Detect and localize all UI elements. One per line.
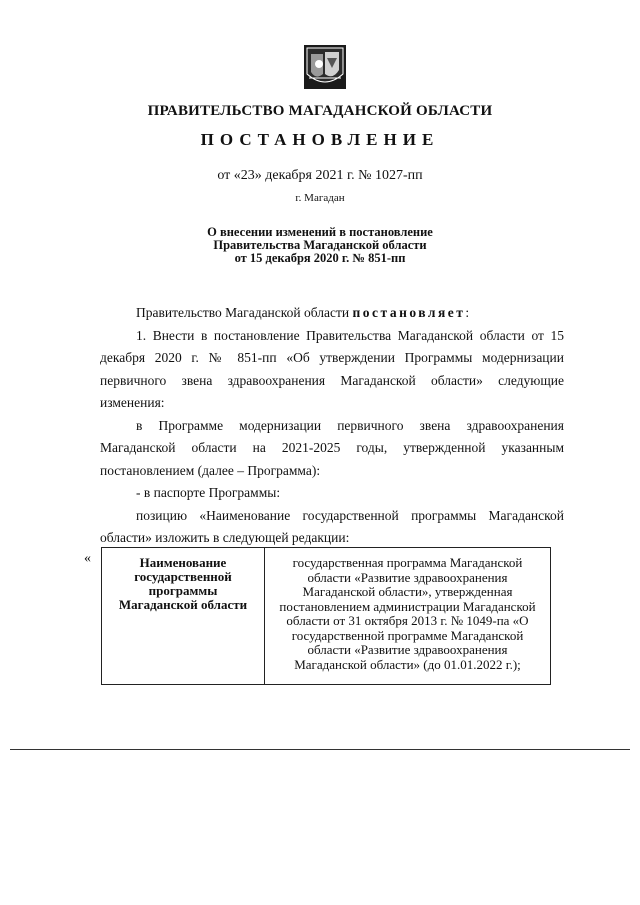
magadan-coat-of-arms-icon <box>303 44 347 92</box>
passport-table <box>101 547 551 685</box>
organization-title: ПРАВИТЕЛЬСТВО МАГАДАНСКОЙ ОБЛАСТИ <box>147 103 493 119</box>
document-body <box>100 302 564 550</box>
document-city: г. Магадан <box>295 192 345 204</box>
intro-verb: постановляет <box>352 305 466 320</box>
table-name-cell: Наименование государственной программы Магаданской области <box>102 548 265 685</box>
paragraph-3: - в паспорте Программы: <box>136 485 281 500</box>
footer-divider <box>10 749 630 750</box>
opening-quote-mark: « <box>84 551 91 566</box>
intro-text: Правительство Магаданской области <box>136 305 353 320</box>
document-subject <box>0 226 640 265</box>
intro-end: : <box>465 305 470 320</box>
document-date-number: от «23» декабря 2021 г. № 1027-пп <box>217 168 423 183</box>
paragraph-1: 1. Внести в постановление Правительства Магаданской области от 15 декабря 2020 г. № 851-пп «Об утверждении Программы модернизации первичного звена здравоохранения Магаданской области» следующие изменения: <box>100 327 564 410</box>
subject-line: от 15 декабря 2020 г. № 851-пп <box>234 251 406 265</box>
subject-line: О внесении изменений в постановление <box>207 225 433 239</box>
document-type: ПОСТАНОВЛЕНИЕ <box>200 130 440 149</box>
paragraph-2: в Программе модернизации первичного звена здравоохранения Магаданской области на 2021-2025 годы, утвержденной указанным постановлением (далее – Программа): <box>100 417 564 478</box>
table-row <box>102 548 551 685</box>
paragraph-4: позицию «Наименование государственной программы Магаданской области» изложить в следующей редакции: <box>100 507 564 545</box>
subject-line: Правительства Магаданской области <box>213 238 427 252</box>
intro-paragraph <box>100 302 564 325</box>
table-value-cell: государственная программа Магаданской области «Развитие здравоохранения Магаданской области», утвержденная постановлением администрации Магаданской области от 31 октября 2013 г. № 1049-па «О государственной программе Магаданской области «Развитие здравоохранения Магаданской области» (до 01.01.2022 г.); <box>265 548 551 685</box>
